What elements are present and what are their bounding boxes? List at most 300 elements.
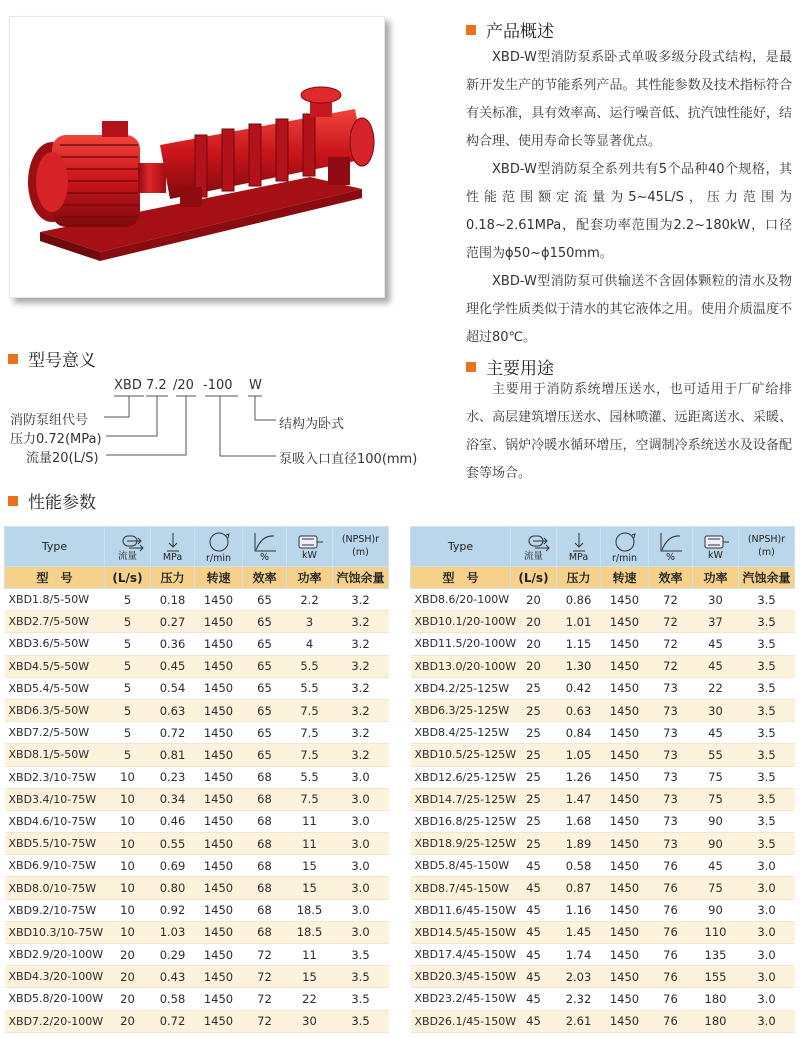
cell-speed: 1450 — [195, 633, 243, 655]
cell-speed: 1450 — [195, 677, 243, 699]
label-series-code: 消防泵组代号 — [10, 413, 89, 428]
cell-model: XBD2.9/20-100W — [5, 944, 105, 966]
cell-pressure: 0.72 — [151, 1010, 195, 1032]
cell-speed: 1450 — [601, 655, 649, 677]
cell-power: 7.5 — [287, 744, 333, 766]
cell-flow: 10 — [105, 921, 151, 943]
cell-npsh: 3.5 — [739, 633, 795, 655]
cell-power: 37 — [693, 611, 739, 633]
col-model: 型 号 — [411, 567, 511, 589]
table-row — [5, 944, 389, 966]
cell-flow: 5 — [105, 699, 151, 721]
overview-paragraph-1: XBD-W型消防泵系卧式单吸多级分段式结构，是最新开发生产的节能系列产品。其性能参数及技术指标符合有关标准，具有效率高、运行噪音低、抗汽蚀性能好，结构合理、使用寿命长等显著优点。 — [466, 50, 792, 149]
cell-power: 3 — [287, 611, 333, 633]
cell-npsh: 3.5 — [739, 655, 795, 677]
cell-efficiency: 72 — [243, 966, 287, 988]
cell-efficiency: 72 — [649, 611, 693, 633]
cell-efficiency: 73 — [649, 788, 693, 810]
cell-speed: 1450 — [601, 877, 649, 899]
cell-efficiency: 73 — [649, 722, 693, 744]
cell-npsh: 3.5 — [739, 589, 795, 611]
cell-pressure: 0.27 — [151, 611, 195, 633]
cell-efficiency: 72 — [649, 633, 693, 655]
cell-speed: 1450 — [195, 611, 243, 633]
cell-speed: 1450 — [195, 833, 243, 855]
overview-paragraph-3: XBD-W型消防泵可供输送不含固体颗粒的清水及物理化学性质类似于清水的其它液体之用。使用介质温度不超过80℃。 — [466, 274, 792, 345]
cell-flow: 45 — [511, 855, 557, 877]
cell-model: XBD6.3/5-50W — [5, 699, 105, 721]
table-row — [411, 833, 795, 855]
rotation-icon — [206, 530, 232, 554]
cell-pressure: 0.45 — [151, 655, 195, 677]
cell-pressure: 0.92 — [151, 899, 195, 921]
cell-speed: 1450 — [195, 855, 243, 877]
table-row — [411, 877, 795, 899]
cell-model: XBD10.5/25-125W — [411, 744, 511, 766]
product-photo — [9, 16, 385, 298]
cell-model: XBD26.1/45-150W — [411, 1010, 511, 1032]
cell-speed: 1450 — [601, 810, 649, 832]
table-row — [411, 611, 795, 633]
cell-power: 90 — [693, 810, 739, 832]
cell-power: 45 — [693, 633, 739, 655]
performance-table-left — [4, 526, 389, 1033]
cell-power: 110 — [693, 921, 739, 943]
cell-model: XBD14.7/25-125W — [411, 788, 511, 810]
cell-npsh: 3.0 — [333, 833, 389, 855]
cell-npsh: 3.0 — [739, 855, 795, 877]
cell-pressure: 1.89 — [557, 833, 601, 855]
cell-model: XBD11.6/45-150W — [411, 899, 511, 921]
table-row — [411, 677, 795, 699]
cell-speed: 1450 — [601, 589, 649, 611]
cell-speed: 1450 — [195, 1010, 243, 1032]
npsh-label: (NPSH)r — [341, 534, 380, 545]
orange-square-bullet-icon — [8, 354, 18, 364]
flow-label: 流量 — [523, 550, 543, 562]
npsh-unit: (m) — [352, 547, 369, 558]
cell-npsh: 3.0 — [333, 788, 389, 810]
cell-pressure: 0.81 — [151, 744, 195, 766]
cell-power: 30 — [693, 589, 739, 611]
power-unit: kW — [302, 549, 317, 561]
speed-unit: r/min — [611, 552, 638, 564]
cell-efficiency: 76 — [649, 921, 693, 943]
main-use-text — [466, 376, 792, 488]
cell-power: 5.5 — [287, 766, 333, 788]
cell-model: XBD8.0/10-75W — [5, 877, 105, 899]
cell-pressure: 1.68 — [557, 810, 601, 832]
col-pressure: 压力 — [557, 567, 601, 589]
model-code-inlet: -100 — [203, 378, 233, 393]
cell-npsh: 3.5 — [739, 833, 795, 855]
table-row — [5, 677, 389, 699]
cell-flow: 45 — [511, 966, 557, 988]
cell-model: XBD5.4/5-50W — [5, 677, 105, 699]
flow-label: 流量 — [117, 550, 137, 562]
cell-efficiency: 73 — [649, 810, 693, 832]
cell-pressure: 0.18 — [151, 589, 195, 611]
cell-model: XBD14.5/45-150W — [411, 921, 511, 943]
cell-power: 75 — [693, 877, 739, 899]
table-body-left — [5, 589, 389, 1033]
cell-power: 90 — [693, 899, 739, 921]
cell-model: XBD13.0/20-100W — [411, 655, 511, 677]
npsh-unit: (m) — [758, 547, 775, 558]
cell-flow: 5 — [105, 722, 151, 744]
cell-npsh: 3.2 — [333, 744, 389, 766]
cell-flow: 5 — [105, 655, 151, 677]
cell-speed: 1450 — [195, 944, 243, 966]
table-row — [5, 899, 389, 921]
cell-pressure: 1.74 — [557, 944, 601, 966]
cell-model: XBD8.7/45-150W — [411, 877, 511, 899]
cell-efficiency: 68 — [243, 899, 287, 921]
cell-pressure: 0.63 — [151, 699, 195, 721]
table-row — [411, 655, 795, 677]
cell-speed: 1450 — [601, 677, 649, 699]
pressure-arrow-icon — [570, 531, 588, 553]
cell-npsh: 3.5 — [739, 744, 795, 766]
cell-flow: 10 — [105, 855, 151, 877]
cell-speed: 1450 — [601, 921, 649, 943]
cell-pressure: 0.23 — [151, 766, 195, 788]
cell-npsh: 3.2 — [333, 633, 389, 655]
cell-npsh: 3.2 — [333, 699, 389, 721]
cell-model: XBD4.3/20-100W — [5, 966, 105, 988]
cell-flow: 20 — [105, 1010, 151, 1032]
cell-pressure: 1.15 — [557, 633, 601, 655]
pressure-header — [557, 527, 601, 567]
pressure-unit: MPa — [162, 551, 183, 563]
table-row — [411, 899, 795, 921]
col-npsh: 汽蚀余量 — [333, 567, 389, 589]
col-pressure: 压力 — [151, 567, 195, 589]
table-row — [5, 810, 389, 832]
table-row — [5, 833, 389, 855]
cell-efficiency: 76 — [649, 966, 693, 988]
motor-icon — [702, 533, 730, 551]
model-code-pressure: 7.2 — [146, 378, 167, 393]
table-row — [5, 988, 389, 1010]
cell-efficiency: 72 — [243, 988, 287, 1010]
cell-speed: 1450 — [195, 699, 243, 721]
cell-speed: 1450 — [601, 766, 649, 788]
label-pressure: 压力0.72(MPa) — [10, 432, 102, 447]
col-model: 型 号 — [5, 567, 105, 589]
table-row — [5, 788, 389, 810]
cell-flow: 25 — [511, 699, 557, 721]
cell-efficiency: 65 — [243, 722, 287, 744]
cell-speed: 1450 — [601, 699, 649, 721]
cell-speed: 1450 — [601, 722, 649, 744]
cell-flow: 25 — [511, 677, 557, 699]
cell-power: 18.5 — [287, 899, 333, 921]
table-row — [411, 988, 795, 1010]
label-flow: 流量20(L/S) — [26, 451, 99, 466]
cell-pressure: 0.69 — [151, 855, 195, 877]
table-row — [411, 810, 795, 832]
table-row — [5, 744, 389, 766]
pressure-arrow-icon — [164, 531, 182, 553]
cell-power: 4 — [287, 633, 333, 655]
overview-heading — [466, 17, 554, 42]
cell-power: 180 — [693, 988, 739, 1010]
cell-power: 15 — [287, 877, 333, 899]
cn-header-row — [411, 567, 795, 589]
cell-model: XBD9.2/10-75W — [5, 899, 105, 921]
cell-speed: 1450 — [195, 966, 243, 988]
cell-efficiency: 73 — [649, 677, 693, 699]
performance-heading — [8, 488, 96, 513]
cell-npsh: 3.0 — [333, 899, 389, 921]
cell-flow: 25 — [511, 810, 557, 832]
cell-efficiency: 68 — [243, 810, 287, 832]
label-inlet: 泵吸入口直径100(mm) — [279, 452, 418, 467]
cell-power: 5.5 — [287, 677, 333, 699]
cell-npsh: 3.5 — [739, 788, 795, 810]
cell-flow: 25 — [511, 766, 557, 788]
cell-npsh: 3.0 — [739, 921, 795, 943]
cell-model: XBD8.6/20-100W — [411, 589, 511, 611]
fire-pump-illustration — [10, 17, 384, 297]
table-row — [5, 722, 389, 744]
cell-npsh: 3.2 — [333, 611, 389, 633]
table-row — [5, 855, 389, 877]
cell-power: 11 — [287, 833, 333, 855]
cell-model: XBD18.9/25-125W — [411, 833, 511, 855]
cell-model: XBD12.6/25-125W — [411, 766, 511, 788]
cell-pressure: 1.30 — [557, 655, 601, 677]
efficiency-unit: % — [665, 551, 676, 563]
cell-pressure: 0.58 — [151, 988, 195, 1010]
cell-pressure: 2.03 — [557, 966, 601, 988]
model-meaning-heading — [8, 346, 96, 371]
cell-npsh: 3.0 — [739, 944, 795, 966]
flow-header — [105, 527, 151, 567]
cell-model: XBD20.3/45-150W — [411, 966, 511, 988]
cell-power: 7.5 — [287, 788, 333, 810]
efficiency-header — [649, 527, 693, 567]
cell-npsh: 3.0 — [739, 966, 795, 988]
cell-efficiency: 68 — [243, 788, 287, 810]
orange-square-bullet-icon — [466, 362, 476, 372]
cell-model: XBD4.5/5-50W — [5, 655, 105, 677]
cell-speed: 1450 — [601, 1010, 649, 1032]
cell-npsh: 3.0 — [739, 877, 795, 899]
cell-efficiency: 72 — [243, 1010, 287, 1032]
cell-speed: 1450 — [601, 966, 649, 988]
cell-pressure: 0.72 — [151, 722, 195, 744]
cell-pressure: 0.42 — [557, 677, 601, 699]
cell-power: 180 — [693, 1010, 739, 1032]
cell-flow: 10 — [105, 899, 151, 921]
efficiency-header — [243, 527, 287, 567]
cell-speed: 1450 — [601, 744, 649, 766]
cell-efficiency: 65 — [243, 699, 287, 721]
cell-flow: 10 — [105, 766, 151, 788]
cell-pressure: 1.05 — [557, 744, 601, 766]
cell-power: 90 — [693, 833, 739, 855]
col-speed: 转速 — [601, 567, 649, 589]
cell-npsh: 3.5 — [739, 722, 795, 744]
cell-flow: 5 — [105, 677, 151, 699]
cell-npsh: 3.0 — [739, 1010, 795, 1032]
cell-speed: 1450 — [601, 899, 649, 921]
cell-pressure: 0.55 — [151, 833, 195, 855]
cell-pressure: 0.29 — [151, 944, 195, 966]
cell-model: XBD5.8/45-150W — [411, 855, 511, 877]
cell-efficiency: 65 — [243, 655, 287, 677]
cell-flow: 45 — [511, 1010, 557, 1032]
cell-efficiency: 73 — [649, 766, 693, 788]
icon-header-row — [5, 527, 389, 567]
pressure-unit: MPa — [568, 551, 589, 563]
cell-flow: 25 — [511, 833, 557, 855]
cell-speed: 1450 — [601, 633, 649, 655]
cell-model: XBD4.2/25-125W — [411, 677, 511, 699]
table-row — [411, 744, 795, 766]
cell-npsh: 3.5 — [333, 1010, 389, 1032]
overview-title: 产品概述 — [486, 22, 554, 42]
cell-pressure: 1.45 — [557, 921, 601, 943]
cell-pressure: 0.80 — [151, 877, 195, 899]
rotation-icon — [612, 530, 638, 554]
cell-model: XBD8.4/25-125W — [411, 722, 511, 744]
cell-speed: 1450 — [195, 589, 243, 611]
cell-power: 5.5 — [287, 655, 333, 677]
cell-pressure: 0.43 — [151, 966, 195, 988]
cell-flow: 25 — [511, 788, 557, 810]
speed-unit: r/min — [205, 552, 232, 564]
cell-power: 155 — [693, 966, 739, 988]
col-efficiency: 效率 — [243, 567, 287, 589]
col-power: 功率 — [287, 567, 333, 589]
cell-power: 75 — [693, 766, 739, 788]
cell-power: 30 — [693, 699, 739, 721]
cell-pressure: 1.47 — [557, 788, 601, 810]
table-row — [411, 766, 795, 788]
cell-power: 2.2 — [287, 589, 333, 611]
cell-model: XBD4.6/10-75W — [5, 810, 105, 832]
cell-speed: 1450 — [195, 921, 243, 943]
cell-model: XBD5.8/20-100W — [5, 988, 105, 1010]
cell-model: XBD8.1/5-50W — [5, 744, 105, 766]
cell-flow: 20 — [511, 611, 557, 633]
cell-power: 55 — [693, 744, 739, 766]
cell-efficiency: 68 — [243, 855, 287, 877]
cell-npsh: 3.5 — [333, 988, 389, 1010]
cell-npsh: 3.0 — [333, 855, 389, 877]
table-row — [5, 633, 389, 655]
cell-npsh: 3.5 — [739, 810, 795, 832]
cell-efficiency: 65 — [243, 611, 287, 633]
cell-speed: 1450 — [195, 766, 243, 788]
npsh-header — [739, 527, 795, 567]
cell-efficiency: 73 — [649, 744, 693, 766]
cell-pressure: 0.34 — [151, 788, 195, 810]
cell-efficiency: 68 — [243, 877, 287, 899]
cell-efficiency: 65 — [243, 744, 287, 766]
cell-npsh: 3.2 — [333, 677, 389, 699]
cell-flow: 20 — [511, 633, 557, 655]
cell-power: 45 — [693, 655, 739, 677]
cell-power: 45 — [693, 722, 739, 744]
cell-pressure: 0.46 — [151, 810, 195, 832]
cell-power: 22 — [693, 677, 739, 699]
cell-speed: 1450 — [601, 611, 649, 633]
cell-pressure: 0.63 — [557, 699, 601, 721]
cell-pressure: 2.32 — [557, 988, 601, 1010]
cell-flow: 5 — [105, 633, 151, 655]
type-header: Type — [411, 527, 511, 567]
table-row — [5, 589, 389, 611]
label-structure: 结构为卧式 — [279, 417, 345, 432]
cell-model: XBD6.9/10-75W — [5, 855, 105, 877]
efficiency-curve-icon — [252, 531, 278, 553]
efficiency-curve-icon — [658, 531, 684, 553]
cell-npsh: 3.2 — [333, 655, 389, 677]
cell-speed: 1450 — [601, 988, 649, 1010]
table-row — [5, 766, 389, 788]
npsh-header — [333, 527, 389, 567]
cell-pressure: 1.16 — [557, 899, 601, 921]
model-code-flow: /20 — [173, 378, 194, 393]
cell-model: XBD16.8/25-125W — [411, 810, 511, 832]
cell-model: XBD5.5/10-75W — [5, 833, 105, 855]
cell-speed: 1450 — [601, 855, 649, 877]
cell-model: XBD7.2/5-50W — [5, 722, 105, 744]
table-row — [411, 633, 795, 655]
efficiency-unit: % — [259, 551, 270, 563]
cell-speed: 1450 — [195, 877, 243, 899]
cell-model: XBD2.7/5-50W — [5, 611, 105, 633]
cell-pressure: 1.26 — [557, 766, 601, 788]
cell-efficiency: 65 — [243, 677, 287, 699]
cell-npsh: 3.0 — [333, 877, 389, 899]
cell-power: 75 — [693, 788, 739, 810]
main-use-paragraph: 主要用于消防系统增压送水，也可适用于厂矿给排水、高层建筑增压送水、园林喷灌、远距离送水、采暖、浴室、锅炉冷暖水循环增压，空调制冷系统送水及设备配套等场合。 — [466, 382, 792, 481]
col-npsh: 汽蚀余量 — [739, 567, 795, 589]
cell-pressure: 0.87 — [557, 877, 601, 899]
cell-efficiency: 65 — [243, 589, 287, 611]
cell-flow: 45 — [511, 921, 557, 943]
cell-power: 7.5 — [287, 699, 333, 721]
power-header — [693, 527, 739, 567]
cell-npsh: 3.0 — [739, 899, 795, 921]
pressure-header — [151, 527, 195, 567]
cell-power: 30 — [287, 1010, 333, 1032]
motor-icon — [296, 533, 324, 551]
power-header — [287, 527, 333, 567]
type-header: Type — [5, 527, 105, 567]
cell-power: 11 — [287, 944, 333, 966]
cell-flow: 45 — [511, 899, 557, 921]
cell-npsh: 3.5 — [739, 766, 795, 788]
cell-efficiency: 76 — [649, 1010, 693, 1032]
cell-npsh: 3.5 — [739, 699, 795, 721]
cell-npsh: 3.5 — [333, 966, 389, 988]
cell-speed: 1450 — [601, 788, 649, 810]
cell-speed: 1450 — [195, 988, 243, 1010]
cell-efficiency: 73 — [649, 699, 693, 721]
table-row — [411, 966, 795, 988]
cell-speed: 1450 — [195, 788, 243, 810]
overview-paragraph-2: XBD-W型消防泵全系列共有5个品种40个规格，其性能范围额定流量为5~45L/S，压力范围为0.18~2.61MPa，配套功率范围为2.2~180kW，口径范围为ϕ50~ϕ150mm。 — [466, 162, 792, 261]
cell-power: 15 — [287, 966, 333, 988]
cell-flow: 10 — [105, 833, 151, 855]
flow-arrows-icon — [109, 532, 147, 552]
